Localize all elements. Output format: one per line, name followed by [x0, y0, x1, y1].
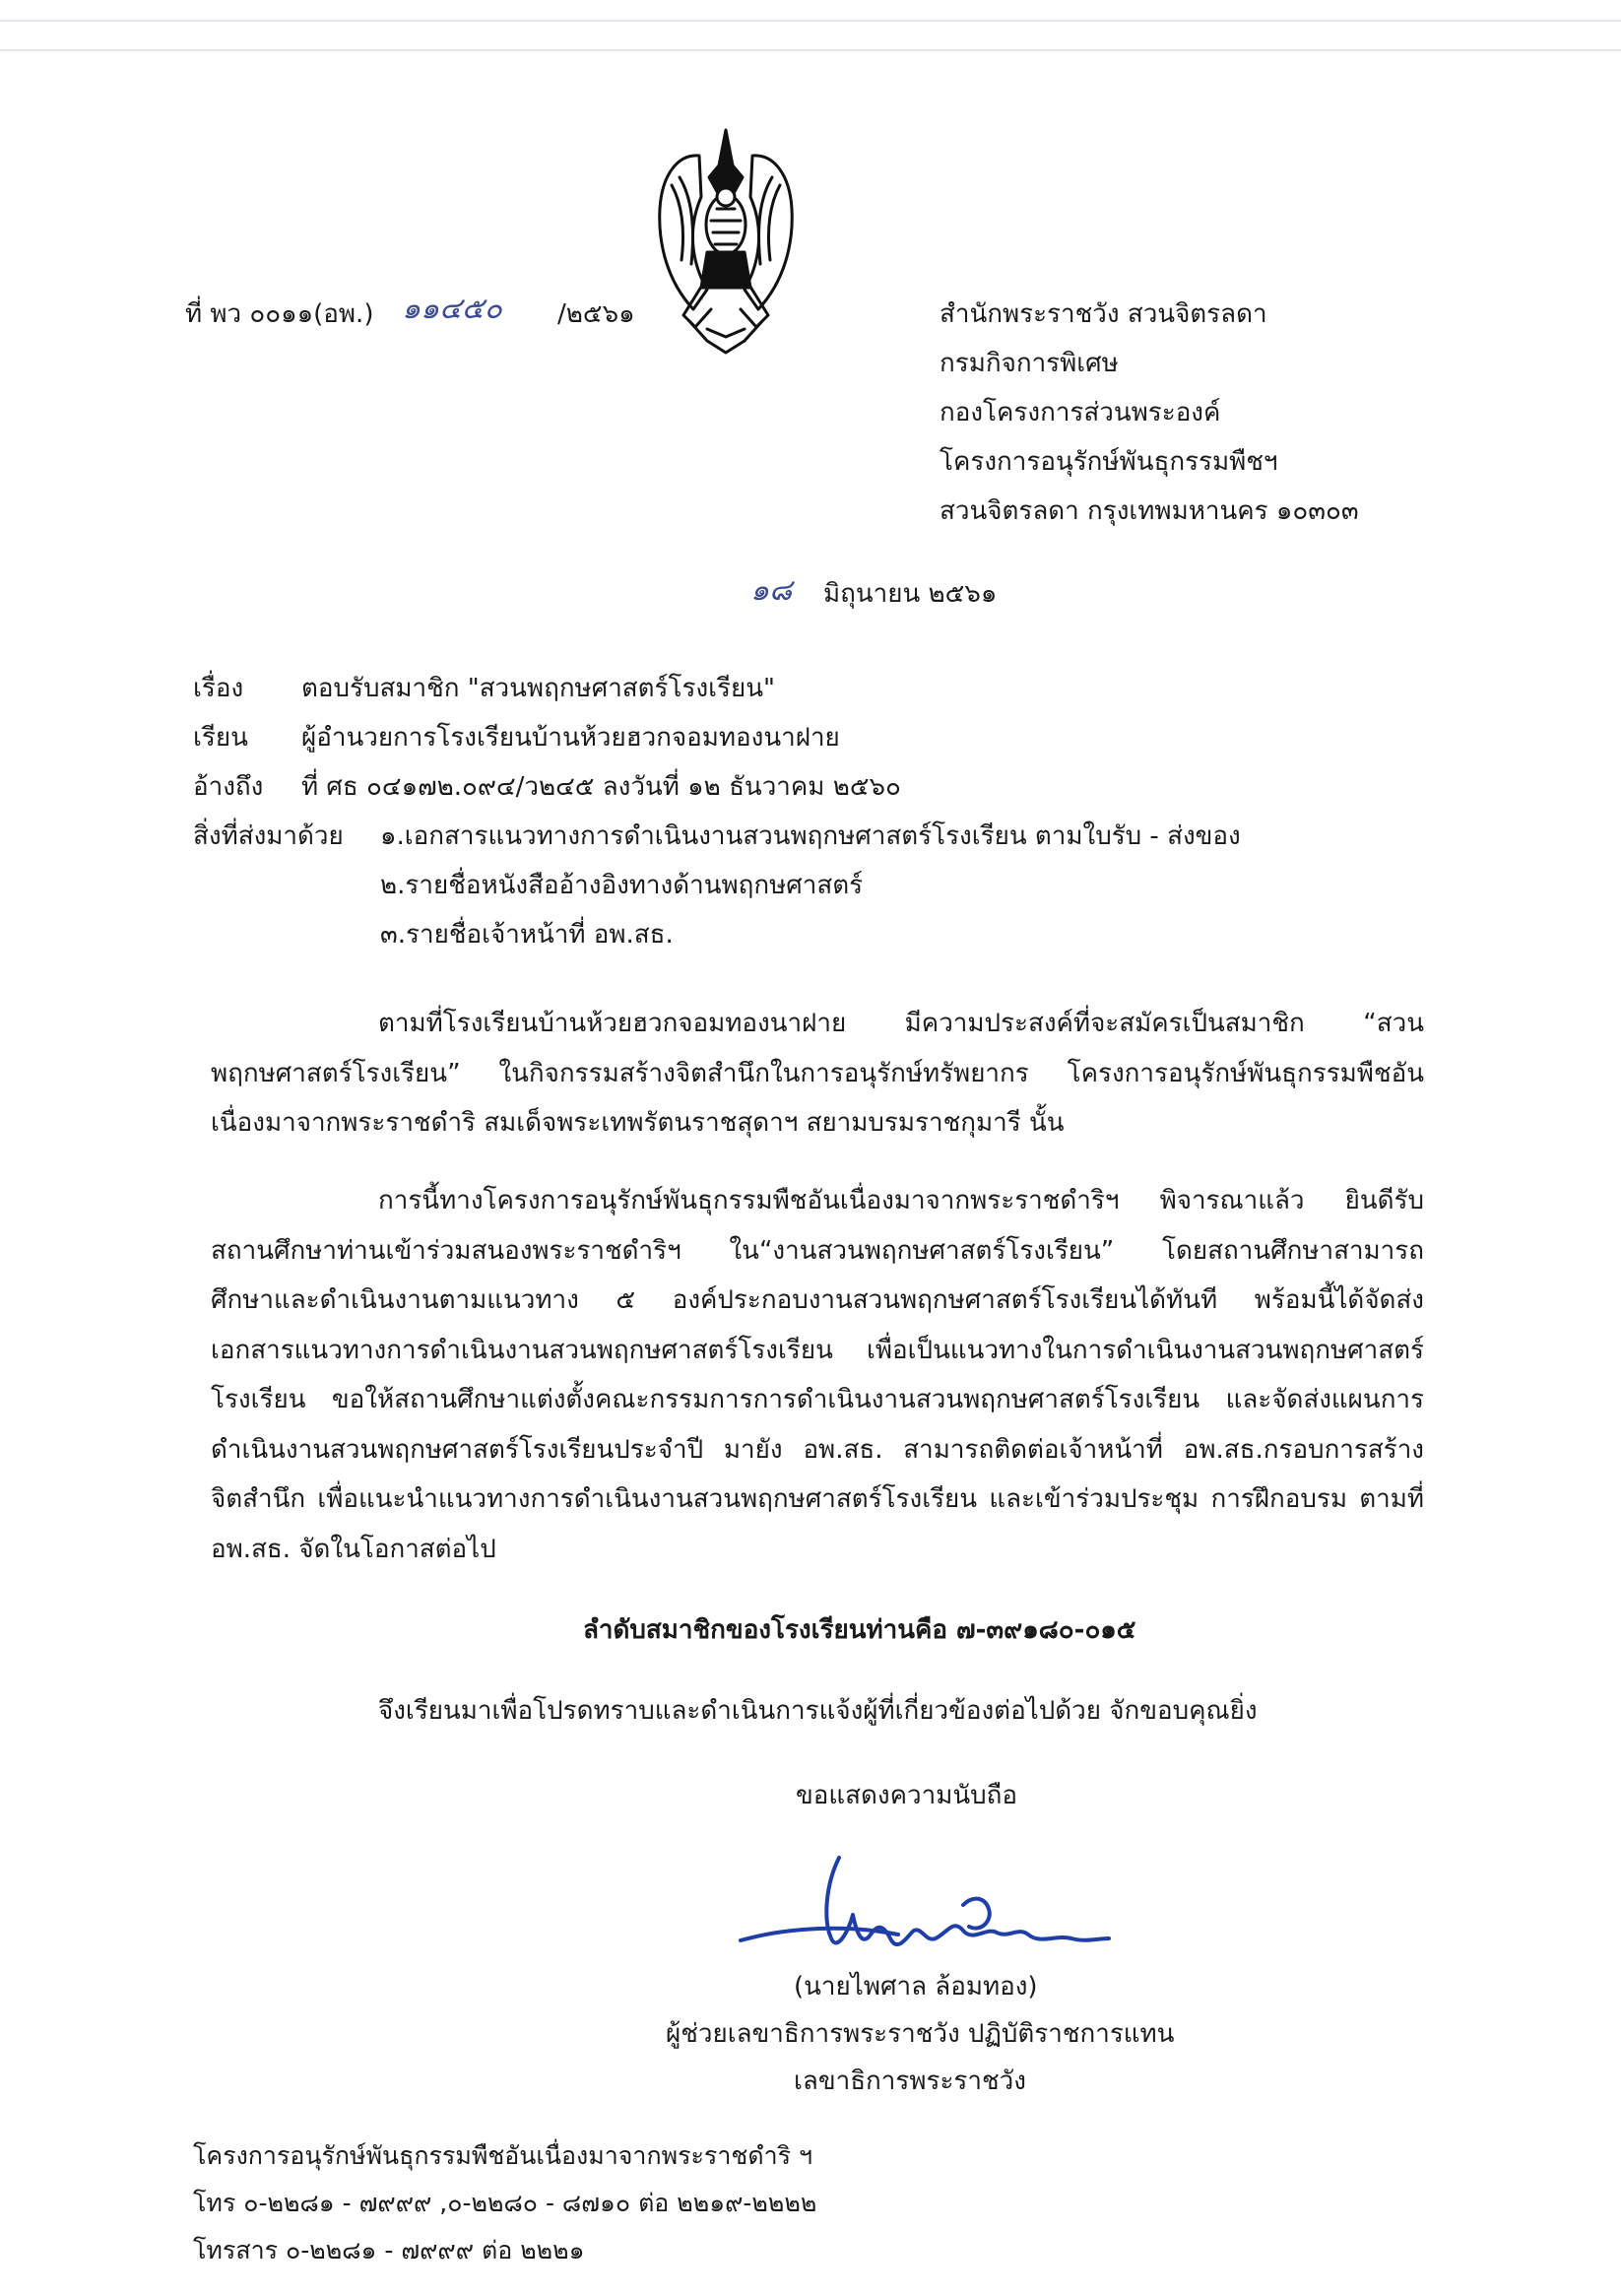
- closing-request: จึงเรียนมาเพื่อโปรดทราบและดำเนินการแจ้งผู้ที่เกี่ยวข้องต่อไปด้วย จักขอบคุณยิ่ง: [378, 1696, 1258, 1726]
- scan-edge-line: [0, 20, 1621, 22]
- sender-line: สำนักพระราชวัง สวนจิตรลดา: [940, 299, 1267, 329]
- reference-text: ที่ ศธ ๐๔๑๗๒.๐๙๔/ว๒๔๕ ลงวันที่ ๑๒ ธันวาคม ๒๕๖๐: [301, 772, 901, 802]
- reference-label: อ้างถึง: [193, 772, 264, 802]
- signer-title: ผู้ช่วยเลขาธิการพระราชวัง ปฏิบัติราชการแทน: [666, 2019, 1175, 2049]
- paragraph-line: จิตสำนึก เพื่อแนะนำแนวทางการดำเนินงานสวนพฤกษศาสตร์โรงเรียน และเข้าร่วมประชุม การฝึกอบรม ตามที่: [211, 1484, 1424, 1514]
- paragraph-line: ดำเนินงานสวนพฤกษศาสตร์โรงเรียนประจำปี มายัง อพ.สธ. สามารถติดต่อเจ้าหน้าที่ อพ.สธ.กรอบการสร้าง: [211, 1434, 1424, 1465]
- paragraph-line: การนี้ทางโครงการอนุรักษ์พันธุกรรมพืชอันเนื่องมาจากพระราชดำริฯ พิจารณาแล้ว ยินดีรับ: [378, 1186, 1424, 1215]
- body-paragraph-1: [211, 999, 1424, 1148]
- sender-line: กองโครงการส่วนพระองค์: [940, 398, 1221, 427]
- footer-line: โทรสาร ๐-๒๒๘๑ - ๗๙๙๙ ต่อ ๒๒๒๑: [193, 2236, 585, 2264]
- salutation: ขอแสดงความนับถือ: [796, 1781, 1017, 1810]
- enclosures-label: สิ่งที่ส่งมาด้วย: [193, 821, 344, 851]
- paragraph-line: พฤกษศาสตร์โรงเรียน” ในกิจกรรมสร้างจิตสำนึกในการอนุรักษ์ทรัพยากร โครงการอนุรักษ์พันธุกรรมพืชอัน: [211, 1058, 1424, 1088]
- recipient-label: เรียน: [193, 723, 248, 753]
- paragraph-line: เอกสารแนวทางการดำเนินงานสวนพฤกษศาสตร์โรงเรียน เพื่อเป็นแนวทางในการดำเนินงานสวนพฤกษศาสตร์: [211, 1335, 1424, 1365]
- garuda-emblem-icon: [652, 126, 800, 359]
- paragraph-line: สถานศึกษาท่านเข้าร่วมสนองพระราชดำริฯ ใน“งานสวนพฤกษศาสตร์โรงเรียน” โดยสถานศึกษาสามารถ: [211, 1235, 1424, 1266]
- scan-edge-line: [0, 49, 1621, 51]
- handwritten-reference-number: ๑๑๔๕๐: [402, 292, 502, 326]
- subject-label: เรื่อง: [193, 674, 244, 703]
- recipient-text: ผู้อำนวยการโรงเรียนบ้านห้วยฮวกจอมทองนาฝาย: [301, 723, 840, 753]
- signer-title: เลขาธิการพระราชวัง: [794, 2066, 1026, 2096]
- paragraph-line: ตามที่โรงเรียนบ้านห้วยฮวกจอมทองนาฝาย มีความประสงค์ที่จะสมัครเป็นสมาชิก “สวน: [378, 1009, 1424, 1038]
- member-number: ลำดับสมาชิกของโรงเรียนท่านคือ ๗-๓๙๑๘๐-๐๑๕: [583, 1615, 1136, 1645]
- enclosure-item: ๒.รายชื่อหนังสืออ้างอิงทางด้านพฤกษศาสตร์: [380, 871, 864, 900]
- enclosure-item: ๑.เอกสารแนวทางการดำเนินงานสวนพฤกษศาสตร์โรงเรียน ตามใบรับ - ส่งของ: [380, 821, 1241, 851]
- footer-line: โทร ๐-๒๒๘๑ - ๗๙๙๙ ,๐-๒๒๘๐ - ๘๗๑๐ ต่อ ๒๒๑๙-๒๒๒๒: [193, 2189, 817, 2217]
- enclosure-item: ๓.รายชื่อเจ้าหน้าที่ อพ.สธ.: [380, 920, 674, 950]
- sender-line: กรมกิจการพิเศษ: [940, 349, 1119, 378]
- paragraph-line: อพ.สธ. จัดในโอกาสต่อไป: [211, 1534, 496, 1564]
- paragraph-line: โรงเรียน ขอให้สถานศึกษาแต่งตั้งคณะกรรมการการดำเนินงานสวนพฤกษศาสตร์โรงเรียน และจัดส่งแผนการ: [211, 1385, 1424, 1414]
- sender-line: สวนจิตรลดา กรุงเทพมหานคร ๑๐๓๐๓: [940, 496, 1359, 526]
- letter-reference-year: /๒๕๖๑: [557, 299, 635, 329]
- letter-reference-prefix: ที่ พว ๐๐๑๑(อพ.): [185, 299, 374, 329]
- paragraph-line: ศึกษาและดำเนินงานตามแนวทาง ๕ องค์ประกอบงานสวนพฤกษศาสตร์โรงเรียนได้ทันที พร้อมนี้ได้จัดส่ง: [211, 1285, 1424, 1315]
- footer-line: โครงการอนุรักษ์พันธุกรรมพืชอันเนื่องมาจากพระราชดำริ ฯ: [193, 2141, 813, 2170]
- signer-name: (นายไพศาล ล้อมทอง): [794, 1972, 1038, 2001]
- subject-text: ตอบรับสมาชิก "สวนพฤกษศาสตร์โรงเรียน": [301, 674, 775, 703]
- paragraph-line: เนื่องมาจากพระราชดำริ สมเด็จพระเทพรัตนราชสุดาฯ สยามบรมราชกุมารี นั้น: [211, 1108, 1065, 1138]
- handwritten-date-day: ๑๘: [750, 573, 793, 608]
- letter-date: มิถุนายน ๒๕๖๑: [823, 579, 998, 609]
- sender-line: โครงการอนุรักษ์พันธุกรรมพืชฯ: [940, 447, 1278, 477]
- signature-mark: [731, 1836, 1115, 1974]
- body-paragraph-2: [211, 1176, 1424, 1574]
